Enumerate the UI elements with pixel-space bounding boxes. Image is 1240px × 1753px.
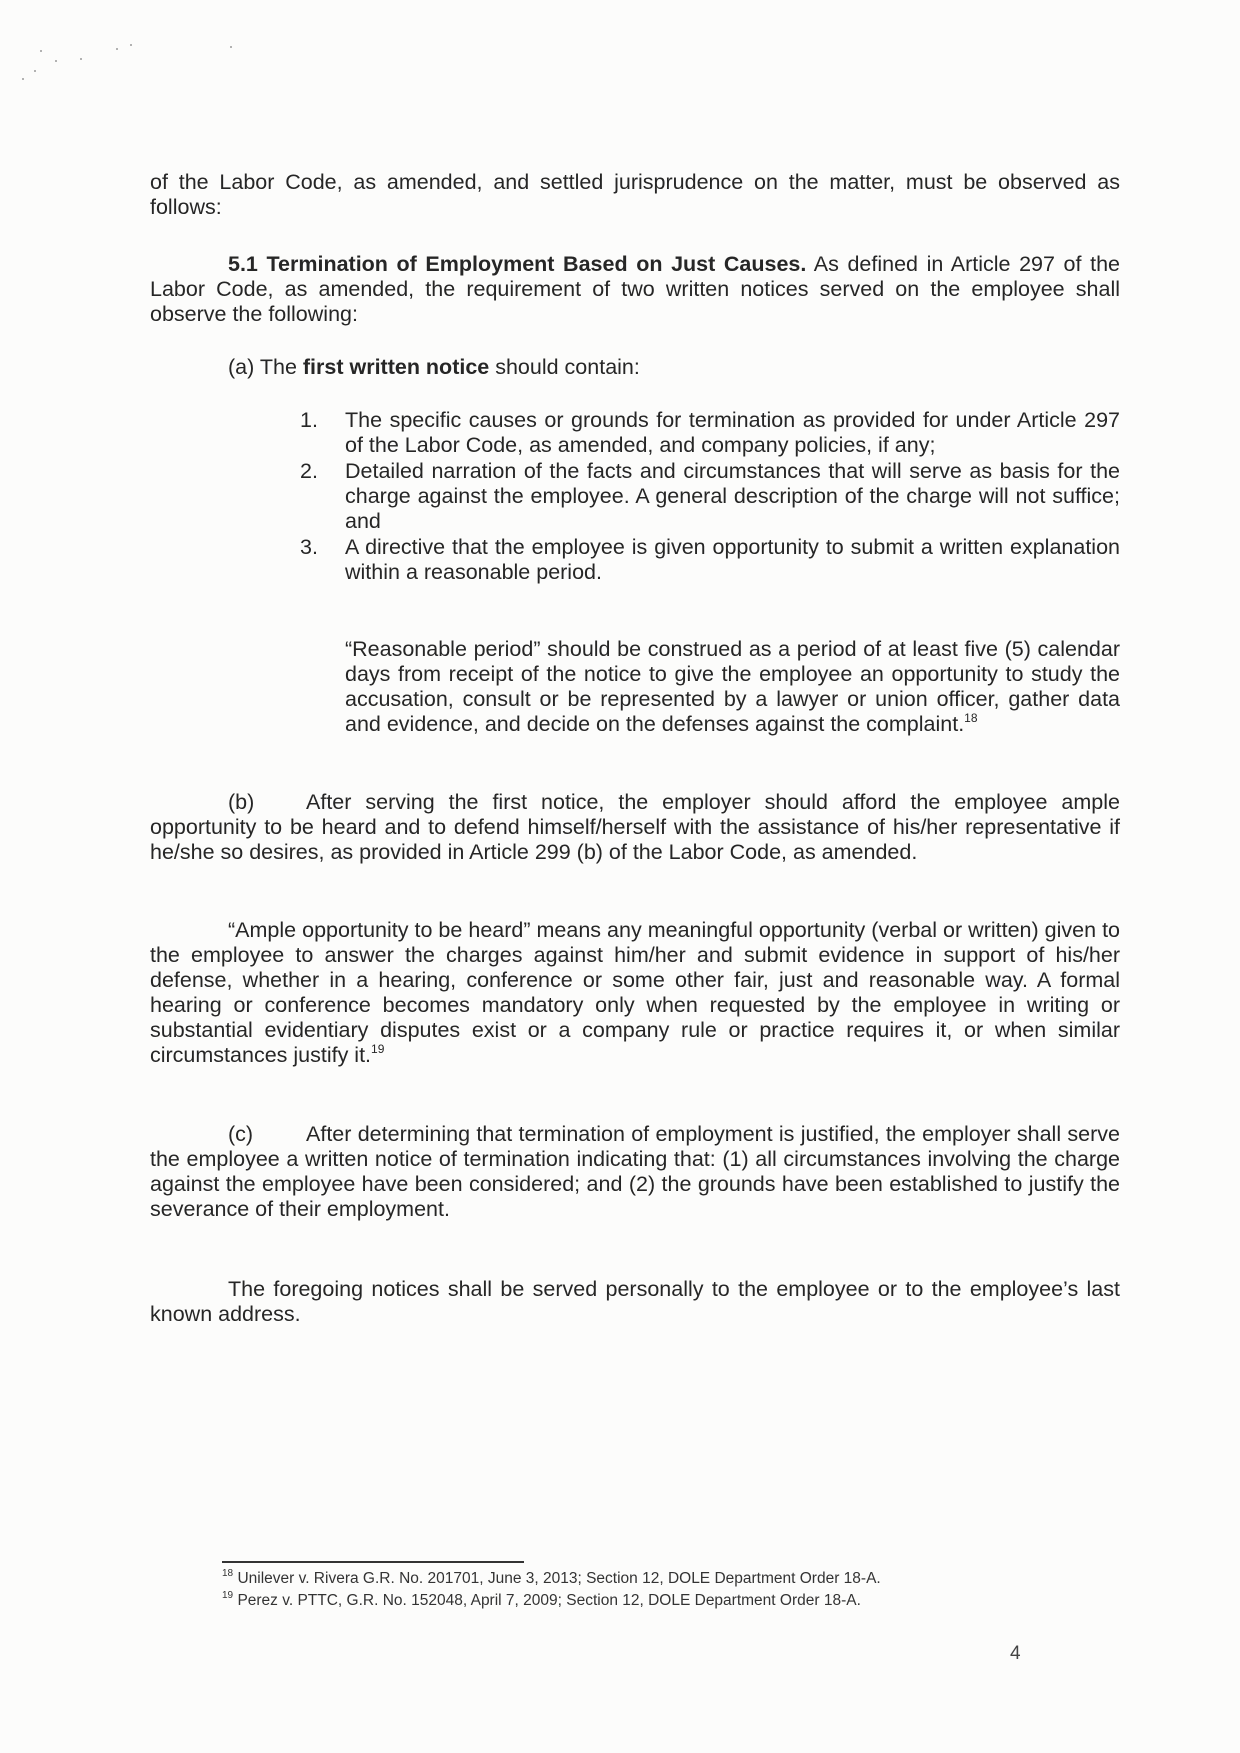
footnote-ref-18: 18: [964, 711, 978, 725]
section-text: As defined in Article 297 of the Labor Code, as amended, the requirement of two written notices served on the employee shall observe the following:: [150, 252, 1120, 326]
page-number: 4: [1010, 1643, 1021, 1664]
intro-text: of the Labor Code, as amended, and settled jurisprudence on the matter, must be observed as follows:: [150, 170, 1120, 219]
item-c-paragraph: [150, 1122, 1120, 1222]
footnote: [222, 1570, 1022, 1588]
list-item-number: 1.: [300, 408, 318, 432]
intro-paragraph: [150, 170, 1120, 220]
footnote: [222, 1592, 1022, 1610]
list-item-text: Detailed narration of the facts and circumstances that will serve as basis for the charge against the employee. A general description of the charge will not suffice; and: [345, 459, 1120, 533]
section-heading: 5.1 Termination of Employment Based on Just Causes.: [228, 252, 807, 276]
footnote-number: 19: [222, 1590, 234, 1601]
section-5-1-paragraph: [150, 252, 1120, 327]
list-item-number: 3.: [300, 535, 318, 559]
reasonable-period-paragraph: [345, 637, 1120, 737]
item-b-paragraph: [150, 790, 1120, 865]
list-item-text: A directive that the employee is given opportunity to submit a written explanation within a reasonable period.: [345, 535, 1120, 584]
item-a-bold: first written notice: [302, 355, 490, 379]
scan-specks: [20, 40, 270, 100]
item-b-label: (b): [228, 790, 255, 814]
item-c-text: After determining that termination of employment is justified, the employer shall serve the employee a written notice of termination indicating that: (1) all circumstances involving the charge against the employee have been considered; and (2) the grounds have been established to justify the severance of their employment.: [150, 1122, 1120, 1221]
first-notice-list: [300, 408, 1120, 585]
list-item-text: The specific causes or grounds for termination as provided for under Article 297 of the Labor Code, as amended, and company policies, if any;: [345, 408, 1120, 457]
item-a-suffix: should contain:: [489, 355, 640, 379]
reasonable-period-text: “Reasonable period” should be construed as a period of at least five (5) calendar days from receipt of the notice to give the employee an opportunity to study the accusation, consult or be represented by a lawyer or union officer, gather data and evidence, and decide on the defenses against the complaint.: [345, 637, 1120, 736]
item-a-paragraph: [228, 355, 1108, 380]
footnote-separator: [222, 1561, 524, 1563]
ample-opportunity-paragraph: [150, 918, 1120, 1068]
item-a-prefix: (a) The: [228, 355, 303, 379]
list-item-number: 2.: [300, 459, 318, 483]
item-c-label: (c): [228, 1122, 254, 1146]
list-item: [300, 535, 1120, 585]
footnote-ref-19: 19: [371, 1042, 385, 1056]
footnote-text: Perez v. PTTC, G.R. No. 152048, April 7, 2009; Section 12, DOLE Department Order 18-A.: [237, 1592, 861, 1609]
item-b-text: After serving the first notice, the employer should afford the employee ample opportunity to be heard and to defend himself/herself with the assistance of his/her representative if he/she so desires, as provided in Article 299 (b) of the Labor Code, as amended.: [150, 790, 1120, 864]
footnote-text: Unilever v. Rivera G.R. No. 201701, June 3, 2013; Section 12, DOLE Department Order 18-A.: [237, 1570, 881, 1587]
list-item: [300, 408, 1120, 458]
footnote-number: 18: [222, 1568, 234, 1579]
foregoing-text: The foregoing notices shall be served personally to the employee or to the employee’s last known address.: [150, 1277, 1120, 1326]
ample-opportunity-text: “Ample opportunity to be heard” means any meaningful opportunity (verbal or written) given to the employee to answer the charges against him/her and submit evidence in support of his/her defense, whether in a hearing, conference or some other fair, just and reasonable way. A formal hearing or conference becomes mandatory only when requested by the employee in writing or substantial evidentiary disputes exist or a company rule or practice requires it, or when similar circumstances justify it.: [150, 918, 1120, 1067]
list-item: [300, 459, 1120, 534]
foregoing-paragraph: [150, 1277, 1120, 1327]
